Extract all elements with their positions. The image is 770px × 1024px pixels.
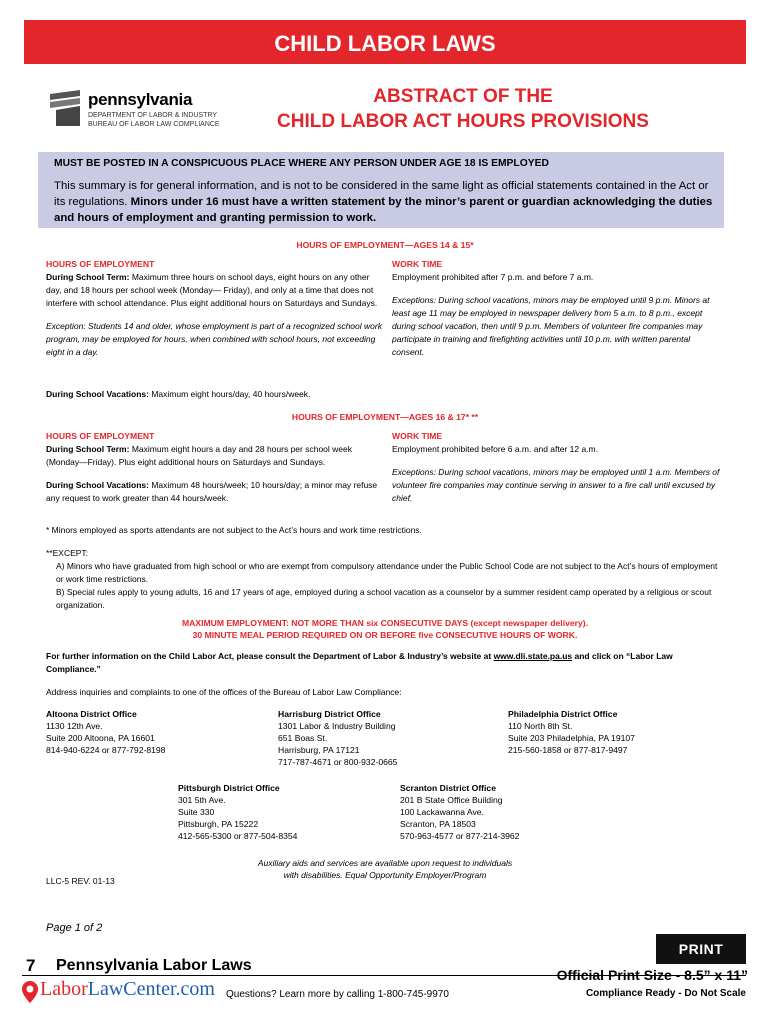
sec2-right-col: WORK TIME Employment prohibited before 6 a.m. and after 12 a.m. Exceptions: During school vacations, minors may be employed until 1 a.m. Members of volunteer fire companies may continue serving in answer to a fire call until excused by chief.	[392, 431, 720, 503]
questions-phone: Questions? Learn more by calling 1-800-745-9970	[226, 989, 449, 1000]
dli-website-link[interactable]: www.dli.state.pa.us	[493, 651, 573, 661]
office-pittsburgh: Pittsburgh District Office 301 5th Ave. Suite 330 Pittsburgh, PA 15222 412-565-5300 or 877-504-8354	[178, 783, 298, 841]
print-button[interactable]: PRINT	[656, 934, 746, 964]
pa-logo	[46, 88, 236, 134]
office-philadelphia: Philadelphia District Office 110 North 8th St. Suite 203 Philadelphia, PA 19107 215-560-1858 or 877-817-9497	[508, 709, 635, 755]
max-employment: MAXIMUM EMPLOYMENT: NOT MORE THAN six CONSECUTIVE DAYS (except newspaper delivery). 30 MINUTE MEAL PERIOD REQUIRED ON OR BEFORE five CONSECUTIVE HOURS OF WORK.	[181, 618, 589, 640]
logo-dept: DEPARTMENT OF LABOR & INDUSTRY BUREAU OF LABOR LAW COMPLIANCE	[88, 112, 220, 128]
section-title-16-17: HOURS OF EMPLOYMENT—AGES 16 & 17* **	[291, 412, 479, 422]
posting-body: This summary is for general information, and is not to be considered in the same light as official statements contained in the Act or its regulations. Minors under 16 must have a written statement by the minor’s parent or guardian acknowledging the duties and hours of employment and granting permission to work.	[54, 180, 713, 224]
more-info: For further information on the Child Labor Act, please consult the Department of Labor & Industry’s website at www.dli.state.pa.us and click on “Labor Law Compliance.”	[46, 651, 673, 674]
title-banner: CHILD LABOR LAWS	[24, 20, 746, 64]
section-title-14-15: HOURS OF EMPLOYMENT—AGES 14 & 15*	[296, 240, 474, 250]
posting-heading: MUST BE POSTED IN A CONSPICUOUS PLACE WHERE ANY PERSON UNDER AGE 18 IS EMPLOYED	[54, 158, 549, 169]
abstract-heading: ABSTRACT OF THE CHILD LABOR ACT HOURS PROVISIONS	[277, 86, 649, 132]
sec1-right-col: WORK TIME Employment prohibited after 7 p.m. and before 7 a.m. Exceptions: During school vacations, minors may be employed until 9 p.m. Minors at least age 11 may be employed in newspaper delivery from 5 a.m. to 8 p.m., except during school vacation, then until 9 p.m. Members of volunteer fire companies may participate in training and firefighting activities until 10 p.m. with written parental consent.	[392, 259, 710, 357]
location-pin-icon	[22, 981, 38, 1003]
note-except: **EXCEPT: A) Minors who have graduated from high school or who are exempt from compulsory attendance under the Public School Code are not subject to the Act’s hours of employment or work time restrictions. B) Special rules apply to young adults, 16 and 17 years of age, employed during a school vacation as a counselor by a summer resident camp operated by a religious or scout organization.	[46, 548, 718, 610]
posting-notice	[38, 152, 724, 228]
official-print-size: Official Print Size - 8.5” x 11”	[556, 967, 748, 983]
section-number: 7	[26, 956, 36, 975]
address-inquiries: Address inquiries and complaints to one of the offices of the Bureau of Labor Law Compliance:	[46, 687, 402, 697]
sec1-left-col: HOURS OF EMPLOYMENT During School Term: Maximum three hours on school days, eight hours on any other day, and 18 hours per school week (Monday— Friday), and only at a time that does not interfere with school attendance. Plus eight additional hours on Saturdays and Sundays. Exception: Students 14 and older, whose employment is part of a recognized school work program, may be employed for hours, when combined with school hours, not exceeding eight in a day.	[46, 259, 382, 357]
aux-aids-notice: Auxiliary aids and services are available upon request to individuals with disabilities. Equal Opportunity Employer/Program	[257, 858, 513, 880]
office-scranton: Scranton District Office 201 B State Office Building 100 Lackawanna Ave. Scranton, PA 18503 570-963-4577 or 877-214-3962	[400, 783, 520, 841]
note-star: * Minors employed as sports attendants are not subject to the Act’s hours and work time restrictions.	[46, 525, 422, 535]
office-altoona: Altoona District Office 1130 12th Ave. Suite 200 Altoona, PA 16601 814-940-6224 or 877-792-8198	[46, 709, 166, 755]
sec1-vacations: During School Vacations: Maximum eight hours/day, 40 hours/week.	[46, 389, 311, 399]
keystone-icon	[46, 88, 84, 128]
logo-wordmark: pennsylvania	[88, 90, 193, 109]
section-title: Pennsylvania Labor Laws	[56, 957, 252, 974]
office-harrisburg: Harrisburg District Office 1301 Labor & Industry Building 651 Boas St. Harrisburg, PA 17121 717-787-4671 or 800-932-0665	[278, 709, 398, 767]
page-number: Page 1 of 2	[46, 922, 103, 934]
sec2-left-col: HOURS OF EMPLOYMENT During School Term: Maximum eight hours a day and 28 hours per school week (Monday—Friday). Plus eight additional hours on Saturdays and Sundays. During School Vacations: Maximum 48 hours/week; 10 hours/day; a minor may refuse any request to work greater than 44 hours/week.	[46, 431, 378, 503]
form-number: LLC-5 REV. 01-13	[46, 876, 115, 886]
compliance-ready: Compliance Ready - Do Not Scale	[585, 988, 746, 999]
